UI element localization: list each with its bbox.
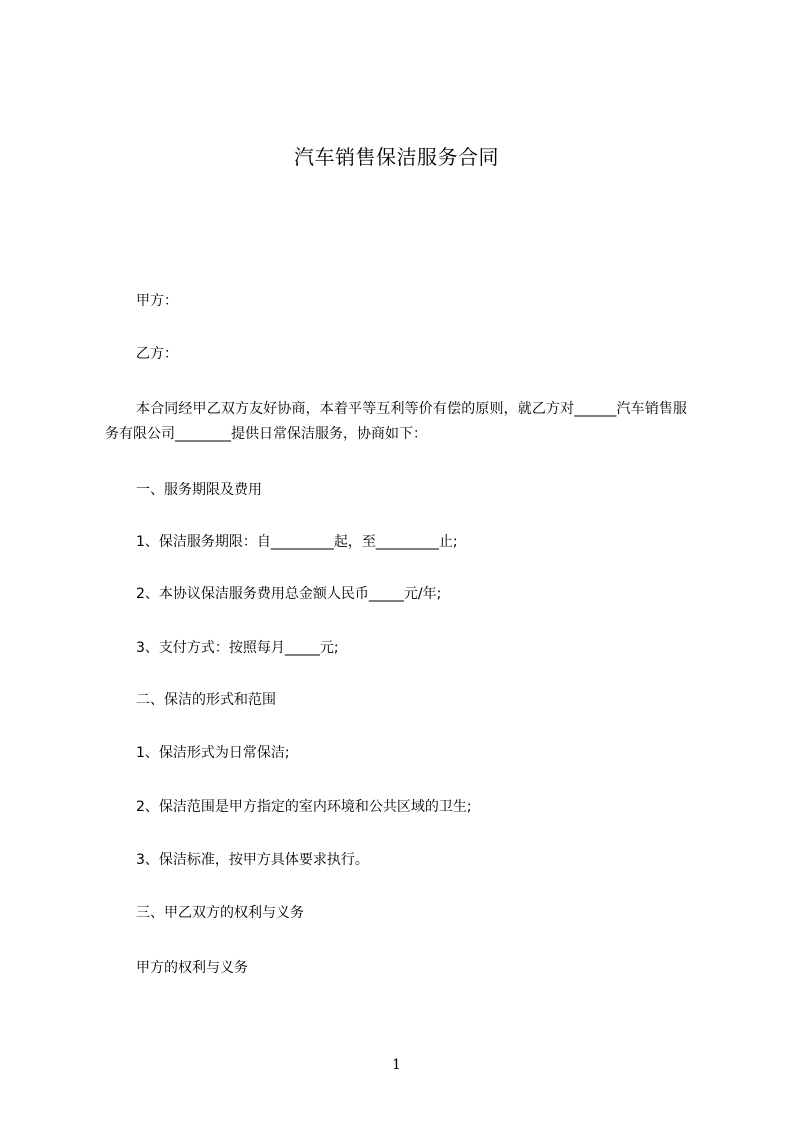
party-b-label: 乙方：	[136, 346, 178, 362]
page-number: 1	[392, 1057, 401, 1073]
section-2-heading: 二、保洁的形式和范围	[136, 692, 276, 708]
section-3-subheading: 甲方的权利与义务	[136, 960, 248, 976]
section-1-item-1: 1、保洁服务期限：自_________起，至_________止;	[136, 534, 458, 550]
section-2-item-2: 2、保洁范围是甲方指定的室内环境和公共区域的卫生;	[136, 799, 472, 815]
section-2-item-3: 3、保洁标准，按甲方具体要求执行。	[136, 852, 369, 868]
section-1-item-3: 3、支付方式：按照每月_____元;	[136, 640, 339, 656]
document-title: 汽车销售保洁服务合同	[294, 145, 499, 169]
section-1-heading: 一、服务期限及费用	[136, 482, 262, 498]
section-1-item-2: 2、本协议保洁服务费用总金额人民币_____元/年;	[136, 586, 442, 602]
section-3-heading: 三、甲乙双方的权利与义务	[136, 905, 304, 921]
section-2-item-1: 1、保洁形式为日常保洁;	[136, 745, 290, 761]
preamble-paragraph: 本合同经甲乙双方友好协商，本着平等互利等价有偿的原则，就乙方对______汽车销售服务有限公司________提供日常保洁服务，协商如下：	[105, 401, 687, 442]
party-a-label: 甲方：	[136, 293, 178, 309]
